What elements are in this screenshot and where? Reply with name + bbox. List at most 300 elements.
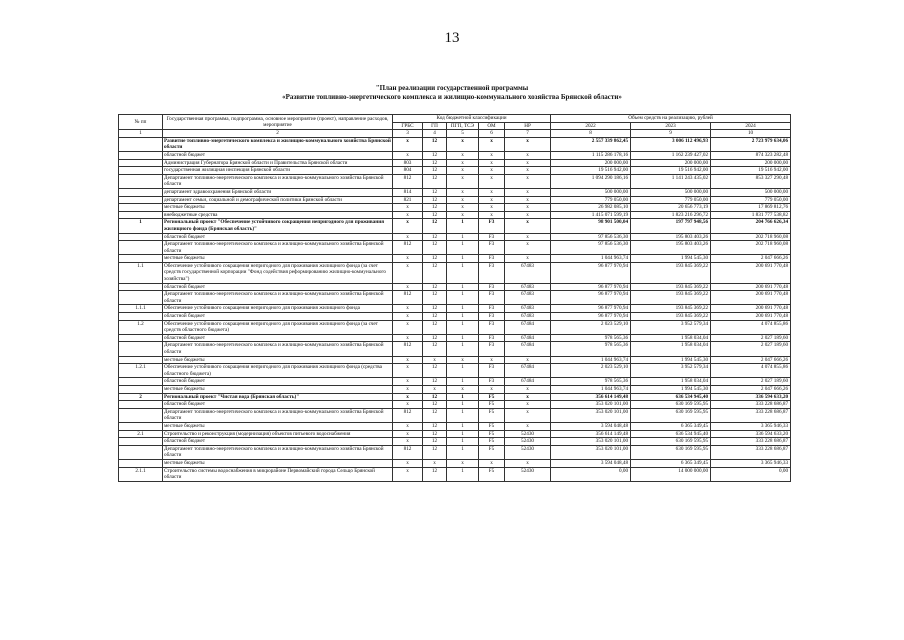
code-om: F5 — [479, 393, 505, 401]
code-pgp: х — [447, 459, 479, 467]
code-nr: 67484 — [505, 378, 551, 386]
code-gp: 12 — [423, 151, 447, 159]
row-name: областной бюджет — [163, 378, 393, 386]
table-row — [119, 342, 791, 356]
code-nr: 67484 — [505, 342, 551, 356]
row-name: Департамент топливно-энергетического комплекса и жилищно-коммунального хозяйства Брянской области — [163, 408, 393, 422]
row-number — [119, 196, 163, 204]
table-row — [119, 459, 791, 467]
amount-2023: 193 845 369,22 — [631, 262, 711, 283]
table-row — [119, 255, 791, 263]
amount-2022: 356 614 149,48 — [551, 430, 631, 438]
row-number — [119, 137, 163, 151]
code-pgp: 1 — [447, 445, 479, 459]
table-row — [119, 467, 791, 481]
code-pgp: х — [447, 385, 479, 393]
code-gp: 12 — [423, 291, 447, 305]
code-om: F3 — [479, 291, 505, 305]
code-pgp: х — [447, 188, 479, 196]
table-row — [119, 401, 791, 409]
code-grbs: х — [393, 320, 423, 334]
code-grbs: х — [393, 334, 423, 342]
amount-2023: 630 169 595,95 — [631, 438, 711, 446]
code-pgp: х — [447, 167, 479, 175]
table-row — [119, 438, 791, 446]
code-grbs: х — [393, 255, 423, 263]
row-number — [119, 233, 163, 241]
code-om: F3 — [479, 241, 505, 255]
amount-2023: 630 169 595,95 — [631, 445, 711, 459]
row-number: 2.1.1 — [119, 467, 163, 481]
amount-2024: 336 594 633,20 — [711, 430, 791, 438]
amount-2024: 2 027 189,60 — [711, 342, 791, 356]
code-pgp: 1 — [447, 378, 479, 386]
amount-2023: 200 000,00 — [631, 159, 711, 167]
amount-2024: 3 365 946,33 — [711, 459, 791, 467]
code-nr: х — [505, 211, 551, 219]
code-nr: 67484 — [505, 320, 551, 334]
header-num: № пп — [119, 115, 163, 130]
code-om: F3 — [479, 233, 505, 241]
row-name: Обеспечение устойчивого сокращения непригодного для проживания жилищного фонда (средства областного бюджета) — [163, 364, 393, 378]
code-om: х — [479, 137, 505, 151]
row-number: 1.2 — [119, 320, 163, 334]
code-grbs: х — [393, 393, 423, 401]
code-om: F3 — [479, 378, 505, 386]
amount-2024: 19 516 942,00 — [711, 167, 791, 175]
column-number: 8 — [551, 130, 631, 138]
amount-2022: 500 000,00 — [551, 188, 631, 196]
code-gp: 12 — [423, 204, 447, 212]
code-grbs: 812 — [393, 291, 423, 305]
amount-2022: 1 044 963,74 — [551, 385, 631, 393]
header-grbs: ГРБС — [393, 122, 423, 130]
code-nr: 67483 — [505, 283, 551, 291]
code-pgp: 1 — [447, 467, 479, 481]
code-grbs: 814 — [393, 188, 423, 196]
code-om: F5 — [479, 438, 505, 446]
amount-2023: 779 050,00 — [631, 196, 711, 204]
amount-2023: 1 958 034,04 — [631, 334, 711, 342]
row-name: областной бюджет — [163, 334, 393, 342]
code-grbs: х — [393, 364, 423, 378]
code-nr: х — [505, 167, 551, 175]
code-grbs: х — [393, 356, 423, 364]
row-number — [119, 445, 163, 459]
amount-2022: 978 565,36 — [551, 342, 631, 356]
document-title-line2: «Развитие топливно-энергетического комплекса и жилищно-коммунального хозяйства Брянской области» — [282, 93, 622, 101]
code-grbs: х — [393, 438, 423, 446]
amount-2023: 500 000,00 — [631, 188, 711, 196]
amount-2023: 630 169 595,95 — [631, 408, 711, 422]
code-grbs: 812 — [393, 174, 423, 188]
amount-2023: 1 958 034,04 — [631, 342, 711, 356]
code-gp: 12 — [423, 241, 447, 255]
header-2024: 2024 — [711, 122, 791, 130]
amount-2022: 97 856 536,30 — [551, 241, 631, 255]
code-grbs: х — [393, 467, 423, 481]
amount-2023: 193 845 369,22 — [631, 283, 711, 291]
amount-2023: 195 803 403,26 — [631, 241, 711, 255]
code-grbs: х — [393, 151, 423, 159]
code-nr: х — [505, 151, 551, 159]
code-om: F5 — [479, 408, 505, 422]
code-nr: х — [505, 393, 551, 401]
code-nr: х — [505, 174, 551, 188]
row-name: Обеспечение устойчивого сокращения непригодного для проживания жилищного фонда (за счет средств государственной корпорации "Фонд содействия реформированию жилищно-коммунального хозяйства") — [163, 262, 393, 283]
row-name: Департамент топливно-энергетического комплекса и жилищно-коммунального хозяйства Брянской области — [163, 445, 393, 459]
amount-2022: 96 877 970,94 — [551, 305, 631, 313]
amount-2022: 2 023 529,10 — [551, 364, 631, 378]
table-row — [119, 422, 791, 430]
code-nr: х — [505, 356, 551, 364]
row-name: Обеспечение устойчивого сокращения непригодного для проживания жилищного фонда — [163, 305, 393, 313]
row-number — [119, 241, 163, 255]
table-row — [119, 320, 791, 334]
row-name: Департамент топливно-энергетического комплекса и жилищно-коммунального хозяйства Брянской области — [163, 291, 393, 305]
row-number — [119, 159, 163, 167]
row-name: государственная жилищная инспекция Брянской области — [163, 167, 393, 175]
row-number — [119, 204, 163, 212]
header-nr: НР — [505, 122, 551, 130]
code-nr: х — [505, 196, 551, 204]
amount-2022: 3 594 048,48 — [551, 459, 631, 467]
column-number: 1 — [119, 130, 163, 138]
amount-2022: 3 594 048,48 — [551, 422, 631, 430]
code-gp: 12 — [423, 196, 447, 204]
amount-2023: 6 365 349,45 — [631, 422, 711, 430]
row-name: областной бюджет — [163, 233, 393, 241]
amount-2023: 3 952 579,34 — [631, 364, 711, 378]
code-gp: 12 — [423, 467, 447, 481]
code-pgp: 1 — [447, 430, 479, 438]
code-nr: х — [505, 159, 551, 167]
amount-2023: 1 141 243 435,02 — [631, 174, 711, 188]
amount-2024: 17 869 812,76 — [711, 204, 791, 212]
amount-2024: 202 718 960,08 — [711, 233, 791, 241]
amount-2024: 200 000,00 — [711, 159, 791, 167]
amount-2022: 779 050,00 — [551, 196, 631, 204]
code-gp: 12 — [423, 159, 447, 167]
amount-2024: 4 074 855,86 — [711, 364, 791, 378]
code-pgp: х — [447, 196, 479, 204]
code-gp: 12 — [423, 137, 447, 151]
code-om: F3 — [479, 305, 505, 313]
code-om: F3 — [479, 334, 505, 342]
amount-2024: 200 691 770,48 — [711, 291, 791, 305]
code-om: F3 — [479, 364, 505, 378]
code-nr: 67484 — [505, 334, 551, 342]
amount-2024: 2 047 666,26 — [711, 385, 791, 393]
amount-2022: 978 565,36 — [551, 378, 631, 386]
row-name: Развитие топливно-энергетического комплекса и жилищно-коммунального хозяйства Брянской области — [164, 137, 391, 151]
code-om: х — [479, 356, 505, 364]
row-name: департамент здравоохранения Брянской области — [163, 188, 393, 196]
code-om: F3 — [479, 255, 505, 263]
amount-2023: 1 994 545,30 — [631, 255, 711, 263]
amount-2023: 193 845 369,22 — [631, 291, 711, 305]
amount-2024: 0,00 — [711, 467, 791, 481]
code-grbs: 812 — [393, 445, 423, 459]
amount-2022: 978 565,36 — [551, 334, 631, 342]
table-row — [119, 364, 791, 378]
column-number: 7 — [505, 130, 551, 138]
amount-2023: 3 006 112 496,93 — [631, 137, 711, 151]
code-grbs: 804 — [393, 167, 423, 175]
amount-2024: 2 047 666,26 — [711, 255, 791, 263]
code-gp: х — [423, 356, 447, 364]
code-pgp: 1 — [447, 219, 479, 233]
code-pgp: 1 — [447, 342, 479, 356]
row-name: Департамент топливно-энергетического комплекса и жилищно-коммунального хозяйства Брянской области — [163, 342, 393, 356]
code-gp: 12 — [423, 430, 447, 438]
code-gp: 12 — [423, 445, 447, 459]
code-grbs: х — [393, 305, 423, 313]
code-pgp: 1 — [447, 241, 479, 255]
code-pgp: 1 — [447, 233, 479, 241]
amount-2023: 1 823 216 296,72 — [631, 211, 711, 219]
code-om: х — [479, 204, 505, 212]
amount-2024: 2 723 979 634,06 — [711, 137, 791, 151]
amount-2022: 96 877 970,94 — [551, 283, 631, 291]
table-row — [119, 219, 791, 233]
code-pgp: х — [447, 137, 479, 151]
header-gp: ГП — [423, 122, 447, 130]
table-row — [119, 167, 791, 175]
code-pgp: 1 — [447, 408, 479, 422]
code-grbs: х — [393, 422, 423, 430]
code-grbs: 803 — [393, 159, 423, 167]
row-name: Обеспечение устойчивого сокращения непригодного для проживания жилищного фонда (за счет средств областного бюджета) — [163, 320, 393, 334]
code-gp: 12 — [423, 364, 447, 378]
amount-2024: 1 831 777 538,82 — [711, 211, 791, 219]
table-row — [119, 445, 791, 459]
code-gp: 12 — [423, 174, 447, 188]
code-grbs: х — [393, 401, 423, 409]
table-row — [119, 241, 791, 255]
table-row — [119, 305, 791, 313]
row-name: областной бюджет — [163, 283, 393, 291]
code-nr: 52430 — [505, 467, 551, 481]
code-grbs: х — [393, 211, 423, 219]
amount-2022: 96 877 970,94 — [551, 313, 631, 321]
amount-2022: 96 877 970,94 — [551, 262, 631, 283]
row-number: 2 — [119, 393, 163, 401]
row-number — [119, 385, 163, 393]
code-nr: х — [505, 408, 551, 422]
row-name: Региональный проект "Чистая вода (Брянская область)" — [163, 393, 393, 401]
amount-2022: 2 557 339 862,45 — [551, 137, 631, 151]
code-gp: 12 — [423, 401, 447, 409]
code-gp: 12 — [423, 378, 447, 386]
table-row — [119, 196, 791, 204]
row-number — [119, 408, 163, 422]
row-number — [119, 459, 163, 467]
table-row — [119, 262, 791, 283]
code-nr: х — [505, 233, 551, 241]
code-nr: х — [505, 401, 551, 409]
row-name: областной бюджет — [163, 438, 393, 446]
table-row — [119, 283, 791, 291]
page-number: 13 — [444, 30, 460, 46]
amount-2022: 2 023 529,10 — [551, 320, 631, 334]
amount-2024: 333 228 686,87 — [711, 438, 791, 446]
row-name: областной бюджет — [163, 401, 393, 409]
code-pgp: х — [447, 356, 479, 364]
code-pgp: 1 — [447, 364, 479, 378]
amount-2023: 14 000 000,00 — [631, 467, 711, 481]
code-gp: 12 — [423, 334, 447, 342]
row-name: областной бюджет — [163, 313, 393, 321]
table-row — [119, 430, 791, 438]
amount-2023: 193 845 369,22 — [631, 313, 711, 321]
amount-2024: 204 766 626,34 — [711, 219, 791, 233]
amount-2024: 200 691 770,48 — [711, 313, 791, 321]
code-nr: 52430 — [505, 438, 551, 446]
table-body — [119, 137, 791, 481]
code-om: х — [479, 167, 505, 175]
column-number: 4 — [423, 130, 447, 138]
row-number — [119, 211, 163, 219]
table-row — [119, 174, 791, 188]
code-gp: 12 — [423, 188, 447, 196]
code-gp: 12 — [423, 167, 447, 175]
amount-2022: 19 516 942,00 — [551, 167, 631, 175]
code-pgp: х — [447, 151, 479, 159]
code-nr: х — [505, 385, 551, 393]
code-nr: х — [505, 204, 551, 212]
row-number: 2.1 — [119, 430, 163, 438]
amount-2024: 200 691 770,48 — [711, 262, 791, 283]
code-gp: 12 — [423, 438, 447, 446]
amount-2022: 1 044 963,74 — [551, 356, 631, 364]
row-name: Строительство системы водоснабжения в микрорайоне Первомайский города Сельцо Брянской области — [163, 467, 393, 481]
code-gp: 12 — [423, 211, 447, 219]
code-om: F3 — [479, 320, 505, 334]
table-row — [119, 334, 791, 342]
column-number: 9 — [631, 130, 711, 138]
code-grbs: х — [393, 233, 423, 241]
code-nr: 67483 — [505, 291, 551, 305]
row-number — [119, 334, 163, 342]
amount-2023: 193 845 369,22 — [631, 305, 711, 313]
amount-2024: 853 327 290,48 — [711, 174, 791, 188]
table-row — [119, 159, 791, 167]
amount-2024: 2 047 666,26 — [711, 356, 791, 364]
amount-2022: 353 020 101,00 — [551, 445, 631, 459]
table-row — [119, 356, 791, 364]
header-2023: 2023 — [631, 122, 711, 130]
header-funds-group: Объем средств на реализацию, рублей — [551, 115, 791, 123]
code-grbs: х — [393, 385, 423, 393]
row-number — [119, 438, 163, 446]
code-om: F3 — [479, 313, 505, 321]
table-row — [119, 313, 791, 321]
column-number: 6 — [479, 130, 505, 138]
amount-2022: 98 901 500,04 — [551, 219, 631, 233]
amount-2024: 2 027 189,60 — [711, 334, 791, 342]
row-number — [119, 255, 163, 263]
code-grbs: 821 — [393, 196, 423, 204]
code-gp: 12 — [423, 305, 447, 313]
column-number: 5 — [447, 130, 479, 138]
code-om: х — [479, 211, 505, 219]
code-nr: х — [505, 422, 551, 430]
code-pgp: 1 — [447, 334, 479, 342]
row-name: Администрация Губернатора Брянской области и Правительства Брянской области — [163, 159, 393, 167]
code-grbs: 812 — [393, 408, 423, 422]
row-name: Департамент топливно-энергетического комплекса и жилищно-коммунального хозяйства Брянской области — [163, 174, 393, 188]
table-row — [119, 188, 791, 196]
code-om: F5 — [479, 430, 505, 438]
amount-2023: 1 994 545,30 — [631, 385, 711, 393]
code-om: F3 — [479, 283, 505, 291]
code-pgp: х — [447, 204, 479, 212]
code-pgp: 1 — [447, 262, 479, 283]
row-name: областной бюджет — [163, 151, 393, 159]
row-name: Строительство и реконструкция (модернизация) объектов питьевого водоснабжения — [163, 430, 393, 438]
column-number: 10 — [711, 130, 791, 138]
row-name: Департамент топливно-энергетического комплекса и жилищно-коммунального хозяйства Брянской области — [163, 241, 393, 255]
row-number — [119, 283, 163, 291]
row-name: внебюджетные средства — [163, 211, 393, 219]
code-gp: 12 — [423, 320, 447, 334]
amount-2024: 2 027 189,60 — [711, 378, 791, 386]
code-grbs: х — [393, 313, 423, 321]
amount-2022: 356 614 149,48 — [551, 393, 631, 401]
table-row — [119, 378, 791, 386]
column-number: 2 — [163, 130, 393, 138]
code-gp: 12 — [423, 283, 447, 291]
code-om: х — [479, 159, 505, 167]
code-nr: 52430 — [505, 430, 551, 438]
code-gp: 12 — [423, 393, 447, 401]
amount-2022: 1 044 963,74 — [551, 255, 631, 263]
amount-2023: 1 958 034,04 — [631, 378, 711, 386]
code-om: х — [479, 459, 505, 467]
header-2022: 2022 — [551, 122, 631, 130]
table-row — [119, 393, 791, 401]
code-grbs: х — [393, 262, 423, 283]
code-om: F3 — [479, 342, 505, 356]
code-om: х — [479, 188, 505, 196]
row-number — [119, 313, 163, 321]
amount-2023: 636 534 945,40 — [631, 430, 711, 438]
row-name: местные бюджеты — [163, 255, 393, 263]
code-grbs: х — [393, 204, 423, 212]
row-name: местные бюджеты — [163, 422, 393, 430]
budget-plan-table — [118, 114, 791, 482]
header-om: ОМ — [479, 122, 505, 130]
code-gp: х — [423, 459, 447, 467]
code-nr: 67483 — [505, 313, 551, 321]
code-om: х — [479, 196, 505, 204]
header-pgp: ПГП, ТСЭ — [447, 122, 479, 130]
code-om: F5 — [479, 422, 505, 430]
code-gp: 12 — [423, 313, 447, 321]
code-grbs: х — [393, 430, 423, 438]
code-pgp: 1 — [447, 393, 479, 401]
amount-2023: 197 797 948,56 — [631, 219, 711, 233]
row-name: Региональный проект "Обеспечение устойчивого сокращения непригодного для проживания жилищного фонда (Брянская область)" — [163, 219, 393, 233]
code-grbs: х — [393, 459, 423, 467]
row-number — [119, 342, 163, 356]
code-gp: 12 — [423, 255, 447, 263]
code-pgp: 1 — [447, 255, 479, 263]
amount-2022: 1 415 071 599,19 — [551, 211, 631, 219]
row-number — [119, 356, 163, 364]
amount-2024: 500 000,00 — [711, 188, 791, 196]
